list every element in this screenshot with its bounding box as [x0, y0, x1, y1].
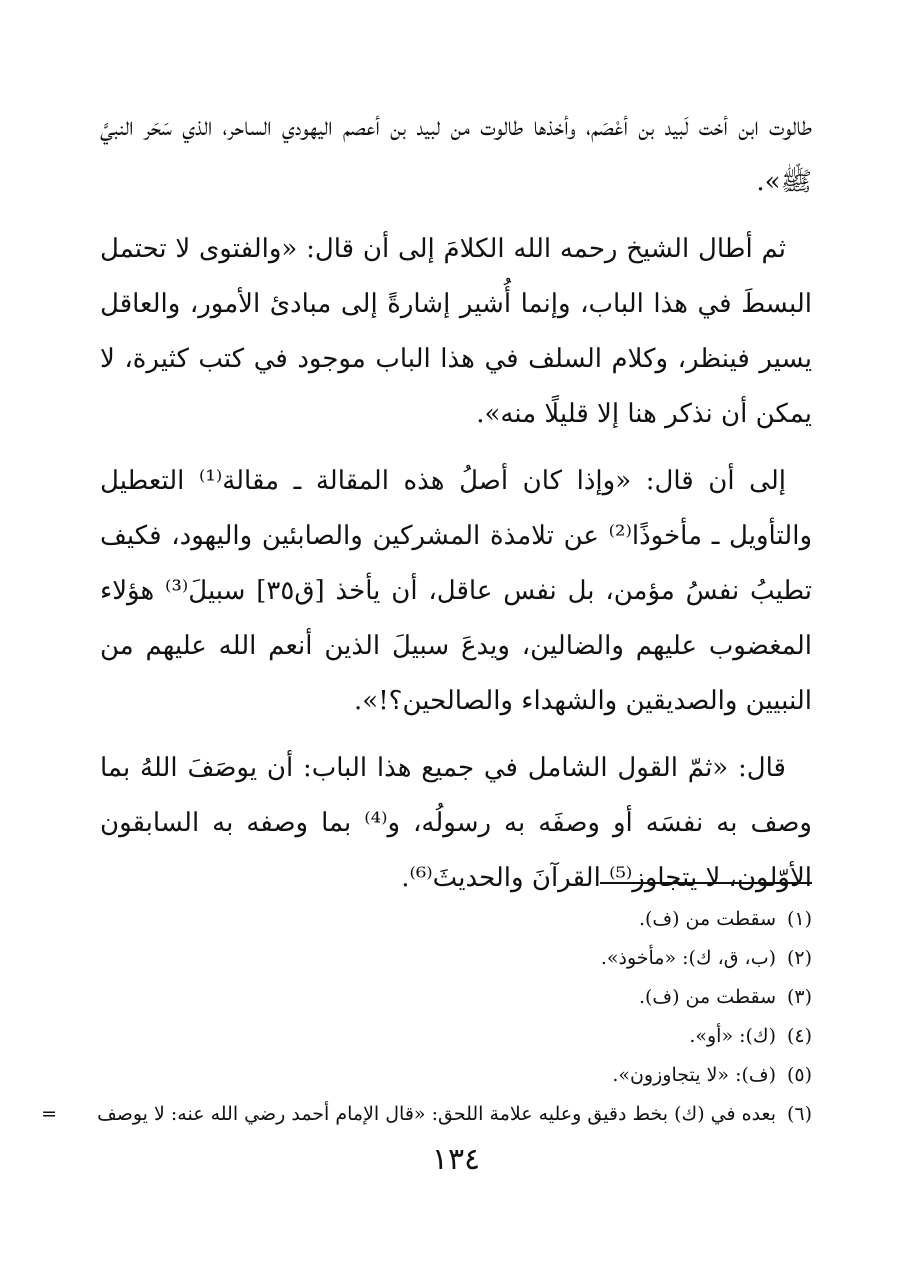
footnote-separator — [600, 882, 812, 884]
footnote-item — [100, 978, 812, 1017]
footnote-text: سقطت من (ف). — [638, 908, 776, 930]
footnote-continuation-mark: = — [41, 1103, 58, 1125]
footnote-text: (ف): «لا يتجاوزون». — [612, 1064, 776, 1086]
footnote-number: (٢) — [786, 947, 812, 969]
footnote-number: (٥) — [786, 1064, 812, 1086]
paragraph: إلى أن قال: «وإذا كان أصلُ هذه المقالة ـ مقالة⁽¹⁾ التعطيل والتأويل ـ مأخوذًا⁽²⁾ عن تلامذة المشركين والصابئين واليهود، فكيف تطيبُ نفسُ مؤمن، بل نفس عاقل، أن يأخذ [ق٣٥] سبيلَ⁽³⁾ هؤلاء المغضوب عليهم والضالين، ويدعَ سبيلَ الذين أنعم الله عليهم من النبيين والصديقين والشهداء والصالحين؟!». — [100, 466, 813, 716]
paragraph: طالوت ابن أخت لَبيد بن أعْصَم، وأخذها طالوت من لبيد بن أعصم اليهودي الساحر، الذي سَحَر النبيَّ ﷺ». — [100, 112, 812, 197]
footnote-number: (١) — [786, 908, 812, 930]
footnote-item — [41, 1095, 812, 1134]
footnote-item — [100, 900, 812, 939]
paragraph: قال: «ثمّ القول الشامل في جميع هذا الباب: أن يوصَفَ اللهُ بما وصف به نفسَه أو وصفَه به رسولُه، و⁽⁴⁾ بما وصفه به السابقون الأوّلون، لا يتجاوز⁽⁵⁾ القرآنَ والحديثَ⁽⁶⁾. — [100, 753, 812, 893]
book-page — [41, 100, 813, 1180]
footnote-number: (٤) — [786, 1025, 812, 1047]
main-text — [100, 100, 812, 906]
footnote-text: بعده في (ك) بخط دقيق وعليه علامة اللحق: «قال الإمام أحمد رضي الله عنه: لا يوصف — [97, 1103, 776, 1125]
footnote-text: (ب، ق، ك): «مأخوذ». — [600, 947, 776, 969]
footnote-text: (ك): «أو». — [689, 1025, 776, 1047]
footnote-item — [100, 1017, 812, 1056]
footnote-item — [100, 1056, 812, 1095]
footnote-text: سقطت من (ف). — [638, 986, 776, 1008]
footnote-number: (٣) — [786, 986, 812, 1008]
footnotes — [41, 900, 812, 1134]
paragraph: ثم أطال الشيخ رحمه الله الكلامَ إلى أن قال: «والفتوى لا تحتمل البسطَ في هذا الباب، وإنما أُشير إشارةً إلى مبادئ الأمور، والعاقل يسير فينظر، وكلام السلف في هذا الباب موجود في كتب كثيرة، لا يمكن أن نذكر هنا إلا قليلًا منه». — [100, 234, 812, 429]
footnote-item — [100, 939, 812, 978]
page-number: ١٣٤ — [431, 1142, 481, 1177]
footnote-number: (٦) — [786, 1103, 812, 1125]
